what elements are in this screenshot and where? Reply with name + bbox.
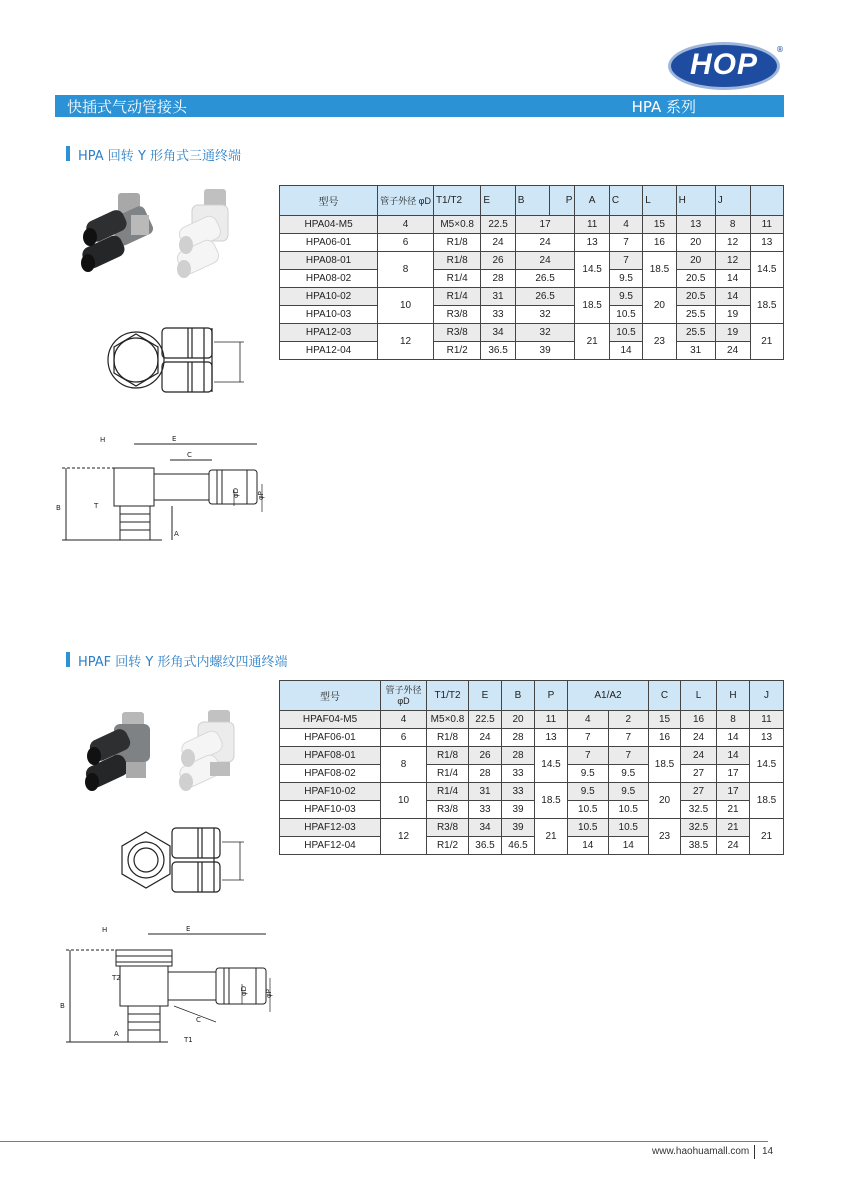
cell: 36.5 xyxy=(469,837,502,855)
cell: R1/4 xyxy=(433,270,480,288)
cell: R1/4 xyxy=(433,288,480,306)
cell: 27 xyxy=(681,765,717,783)
hpaf-black-fitting xyxy=(83,712,150,791)
cell: 25.5 xyxy=(676,324,715,342)
cell: HPA08-02 xyxy=(280,270,378,288)
header-cell xyxy=(750,186,783,216)
d2-label-b: B xyxy=(60,1002,65,1010)
cell: 24 xyxy=(715,342,750,360)
cell: R1/8 xyxy=(427,729,469,747)
page-banner xyxy=(55,95,784,117)
cell: 18.5 xyxy=(750,288,783,324)
cell: 20 xyxy=(676,252,715,270)
cell: 26 xyxy=(481,252,515,270)
cell: 12 xyxy=(378,324,434,360)
header-cell: T1/T2 xyxy=(427,681,469,711)
cell: HPA04-M5 xyxy=(280,216,378,234)
cell: 13 xyxy=(750,729,784,747)
cell: 31 xyxy=(676,342,715,360)
cell: 18.5 xyxy=(649,747,681,783)
section1-bar xyxy=(66,146,70,161)
d1-label-h: H xyxy=(100,436,106,444)
cell: 24 xyxy=(481,234,515,252)
cell: 12 xyxy=(715,234,750,252)
cell: 24 xyxy=(717,837,750,855)
header-cell: J xyxy=(715,186,750,216)
cell: 4 xyxy=(381,711,427,729)
d2-label-phip: φP xyxy=(265,989,273,998)
cell: 39 xyxy=(502,801,535,819)
cell: 21 xyxy=(717,801,750,819)
table-row xyxy=(280,747,784,765)
cell: 10.5 xyxy=(568,801,609,819)
cell: 10.5 xyxy=(608,801,649,819)
cell: 10 xyxy=(381,783,427,819)
cell: 21 xyxy=(575,324,609,360)
cell: 38.5 xyxy=(681,837,717,855)
banner-title: 快插式气动管接头 xyxy=(67,98,188,116)
cell: 7 xyxy=(608,747,649,765)
table-row xyxy=(280,801,784,819)
cell: 14 xyxy=(609,342,642,360)
cell: 17 xyxy=(515,216,575,234)
header-cell: T1/T2 xyxy=(433,186,480,216)
cell: 9.5 xyxy=(608,783,649,801)
cell: 14 xyxy=(568,837,609,855)
header-cell: 型号 xyxy=(280,681,381,711)
header-cell: P xyxy=(550,186,575,216)
cell: 12 xyxy=(715,252,750,270)
table-row xyxy=(280,324,784,342)
cell: 31 xyxy=(469,783,502,801)
cell: 17 xyxy=(717,765,750,783)
cell: 15 xyxy=(643,216,676,234)
hpa-spec-table xyxy=(279,185,784,360)
d2-label-c: C xyxy=(196,1016,201,1024)
table-row xyxy=(280,216,784,234)
cell: 14 xyxy=(717,747,750,765)
cell: 34 xyxy=(481,324,515,342)
d2-label-phid: φD xyxy=(240,985,248,996)
table-row xyxy=(280,837,784,855)
cell: 18.5 xyxy=(643,252,676,288)
cell: 32 xyxy=(515,324,575,342)
cell: 20 xyxy=(676,234,715,252)
cell: 28 xyxy=(469,765,502,783)
cell: 7 xyxy=(608,729,649,747)
table-row xyxy=(280,729,784,747)
cell: 19 xyxy=(715,306,750,324)
d1-label-a: A xyxy=(174,530,179,538)
cell: 20.5 xyxy=(676,270,715,288)
d2-label-t2: T2 xyxy=(112,974,121,982)
cell: 28 xyxy=(502,729,535,747)
cell: R1/8 xyxy=(427,747,469,765)
cell: 19 xyxy=(715,324,750,342)
cell: R3/8 xyxy=(433,324,480,342)
cell: 24 xyxy=(681,729,717,747)
cell: R1/2 xyxy=(433,342,480,360)
cell: 14.5 xyxy=(750,747,784,783)
table-row xyxy=(280,342,784,360)
header-cell: B xyxy=(502,681,535,711)
footer-divider xyxy=(0,1141,768,1142)
cell: HPAF10-03 xyxy=(280,801,381,819)
cell: 6 xyxy=(378,234,434,252)
header-cell: H xyxy=(676,186,715,216)
cell: 16 xyxy=(649,729,681,747)
cell: 26.5 xyxy=(515,288,575,306)
cell: 9.5 xyxy=(568,783,609,801)
cell: 24 xyxy=(469,729,502,747)
cell: 8 xyxy=(378,252,434,288)
cell: 24 xyxy=(515,234,575,252)
cell: HPA12-03 xyxy=(280,324,378,342)
hpaf-white-fitting xyxy=(177,710,234,791)
cell: 8 xyxy=(717,711,750,729)
cell: 25.5 xyxy=(676,306,715,324)
hpaf-product-photo xyxy=(76,706,256,806)
table-row xyxy=(280,252,784,270)
cell: R1/2 xyxy=(427,837,469,855)
cell: 23 xyxy=(649,819,681,855)
d1-label-e: E xyxy=(172,435,177,443)
header-cell: C xyxy=(609,186,642,216)
cell: HPAF08-02 xyxy=(280,765,381,783)
cell: 33 xyxy=(502,765,535,783)
cell: 10.5 xyxy=(568,819,609,837)
cell: 26 xyxy=(469,747,502,765)
cell: 28 xyxy=(502,747,535,765)
cell: R3/8 xyxy=(427,801,469,819)
table-row xyxy=(280,819,784,837)
cell: 18.5 xyxy=(750,783,784,819)
cell: 13 xyxy=(535,729,568,747)
footer-url[interactable]: www.haohuamall.com xyxy=(652,1146,750,1157)
cell: 11 xyxy=(750,711,784,729)
cell: 16 xyxy=(643,234,676,252)
table-row xyxy=(280,288,784,306)
hpa-black-fitting xyxy=(80,193,155,272)
cell: 10.5 xyxy=(608,819,649,837)
cell: HPAF12-04 xyxy=(280,837,381,855)
cell: 21 xyxy=(750,819,784,855)
banner-series: HPA 系列 xyxy=(631,98,696,116)
cell: M5×0.8 xyxy=(427,711,469,729)
cell: R1/8 xyxy=(433,252,480,270)
cell: HPA10-03 xyxy=(280,306,378,324)
cell: 13 xyxy=(575,234,609,252)
cell: 28 xyxy=(481,270,515,288)
header-cell: E xyxy=(469,681,502,711)
d2-label-a: A xyxy=(114,1030,119,1038)
cell: 18.5 xyxy=(535,783,568,819)
cell: R3/8 xyxy=(433,306,480,324)
cell: 27 xyxy=(681,783,717,801)
cell: 2 xyxy=(608,711,649,729)
logo-text: HOP xyxy=(689,48,758,81)
footer-separator xyxy=(754,1145,755,1159)
cell: 14 xyxy=(715,288,750,306)
cell: 4 xyxy=(378,216,434,234)
hpa-top-view-drawing xyxy=(104,318,254,403)
cell: 11 xyxy=(750,216,783,234)
cell: 22.5 xyxy=(469,711,502,729)
cell: HPA08-01 xyxy=(280,252,378,270)
cell: 26.5 xyxy=(515,270,575,288)
cell: 46.5 xyxy=(502,837,535,855)
cell: 4 xyxy=(568,711,609,729)
header-cell: A1/A2 xyxy=(568,681,649,711)
cell: HPA06-01 xyxy=(280,234,378,252)
table-header-row xyxy=(280,681,784,711)
cell: 39 xyxy=(515,342,575,360)
d1-label-phid: φD xyxy=(232,487,240,498)
header-cell: B xyxy=(515,186,550,216)
cell: 13 xyxy=(750,234,783,252)
cell: 20.5 xyxy=(676,288,715,306)
cell: 13 xyxy=(676,216,715,234)
cell: 9.5 xyxy=(568,765,609,783)
header-cell: A xyxy=(575,186,609,216)
d1-label-c: C xyxy=(187,451,192,459)
cell: 12 xyxy=(381,819,427,855)
d1-label-t: T xyxy=(94,502,99,510)
hpaf-spec-table xyxy=(279,680,784,855)
cell: 34 xyxy=(469,819,502,837)
cell: 7 xyxy=(609,234,642,252)
cell: 7 xyxy=(568,729,609,747)
header-cell: J xyxy=(750,681,784,711)
d2-label-e: E xyxy=(186,925,191,933)
cell: 22.5 xyxy=(481,216,515,234)
cell: 7 xyxy=(609,252,642,270)
cell: 21 xyxy=(717,819,750,837)
cell: HPAF10-02 xyxy=(280,783,381,801)
cell: R1/4 xyxy=(427,765,469,783)
cell: 8 xyxy=(381,747,427,783)
cell: 39 xyxy=(502,819,535,837)
page-number: 14 xyxy=(762,1146,774,1157)
cell: 21 xyxy=(535,819,568,855)
header-cell: 管子外径 φD xyxy=(381,681,427,711)
cell: HPAF08-01 xyxy=(280,747,381,765)
cell: 20 xyxy=(502,711,535,729)
table-row xyxy=(280,783,784,801)
cell: 24 xyxy=(515,252,575,270)
cell: HPAF06-01 xyxy=(280,729,381,747)
header-cell: 管子外径 φD xyxy=(378,186,434,216)
cell: 33 xyxy=(502,783,535,801)
cell: M5×0.8 xyxy=(433,216,480,234)
cell: 21 xyxy=(750,324,783,360)
cell: 11 xyxy=(535,711,568,729)
cell: 32 xyxy=(515,306,575,324)
cell: 6 xyxy=(381,729,427,747)
header-cell: 型号 xyxy=(280,186,378,216)
cell: 20 xyxy=(649,783,681,819)
table-row xyxy=(280,765,784,783)
cell: 31 xyxy=(481,288,515,306)
cell: 17 xyxy=(717,783,750,801)
hpa-side-view-drawing xyxy=(52,432,267,547)
cell: 10.5 xyxy=(609,306,642,324)
cell: 9.5 xyxy=(608,765,649,783)
header-cell: P xyxy=(535,681,568,711)
cell: 32.5 xyxy=(681,819,717,837)
cell: 23 xyxy=(643,324,676,360)
cell: HPA12-04 xyxy=(280,342,378,360)
cell: R1/8 xyxy=(433,234,480,252)
cell: 11 xyxy=(575,216,609,234)
header-cell: H xyxy=(717,681,750,711)
header-cell: E xyxy=(481,186,515,216)
section2-bar xyxy=(66,652,70,667)
table-row xyxy=(280,234,784,252)
header-cell: L xyxy=(681,681,717,711)
cell: 15 xyxy=(649,711,681,729)
cell: 14.5 xyxy=(750,252,783,288)
section1-title: HPA 回转 Y 形角式三通终端 xyxy=(78,149,242,164)
cell: 14 xyxy=(715,270,750,288)
table-header-row xyxy=(280,186,784,216)
cell: HPAF04-M5 xyxy=(280,711,381,729)
hpaf-top-view-drawing xyxy=(118,822,248,902)
table-row xyxy=(280,306,784,324)
cell: 20 xyxy=(643,288,676,324)
header-cell: L xyxy=(643,186,676,216)
cell: 18.5 xyxy=(575,288,609,324)
cell: 7 xyxy=(568,747,609,765)
cell: HPAF12-03 xyxy=(280,819,381,837)
cell: 14.5 xyxy=(575,252,609,288)
cell: R1/4 xyxy=(427,783,469,801)
registered-mark: ® xyxy=(776,45,784,54)
cell: 24 xyxy=(681,747,717,765)
brand-logo xyxy=(668,42,780,90)
d1-label-b: B xyxy=(56,504,61,512)
hpa-product-photo xyxy=(76,185,256,290)
cell: 32.5 xyxy=(681,801,717,819)
cell: 33 xyxy=(481,306,515,324)
d2-label-t1: T1 xyxy=(184,1036,193,1044)
cell: 8 xyxy=(715,216,750,234)
d1-label-phip: φP xyxy=(257,491,265,500)
table-row xyxy=(280,270,784,288)
cell: R3/8 xyxy=(427,819,469,837)
cell: 16 xyxy=(681,711,717,729)
hpa-white-fitting xyxy=(175,189,228,278)
section2-title: HPAF 回转 Y 形角式内螺纹四通终端 xyxy=(78,655,288,670)
cell: 14 xyxy=(608,837,649,855)
d2-label-h: H xyxy=(102,926,108,934)
cell: 36.5 xyxy=(481,342,515,360)
cell: 14 xyxy=(717,729,750,747)
header-cell: C xyxy=(649,681,681,711)
cell: 33 xyxy=(469,801,502,819)
cell: 10 xyxy=(378,288,434,324)
cell: HPA10-02 xyxy=(280,288,378,306)
cell: 4 xyxy=(609,216,642,234)
cell: 9.5 xyxy=(609,288,642,306)
cell: 10.5 xyxy=(609,324,642,342)
cell: 9.5 xyxy=(609,270,642,288)
cell: 14.5 xyxy=(535,747,568,783)
table-row xyxy=(280,711,784,729)
hpaf-side-view-drawing xyxy=(56,922,276,1047)
